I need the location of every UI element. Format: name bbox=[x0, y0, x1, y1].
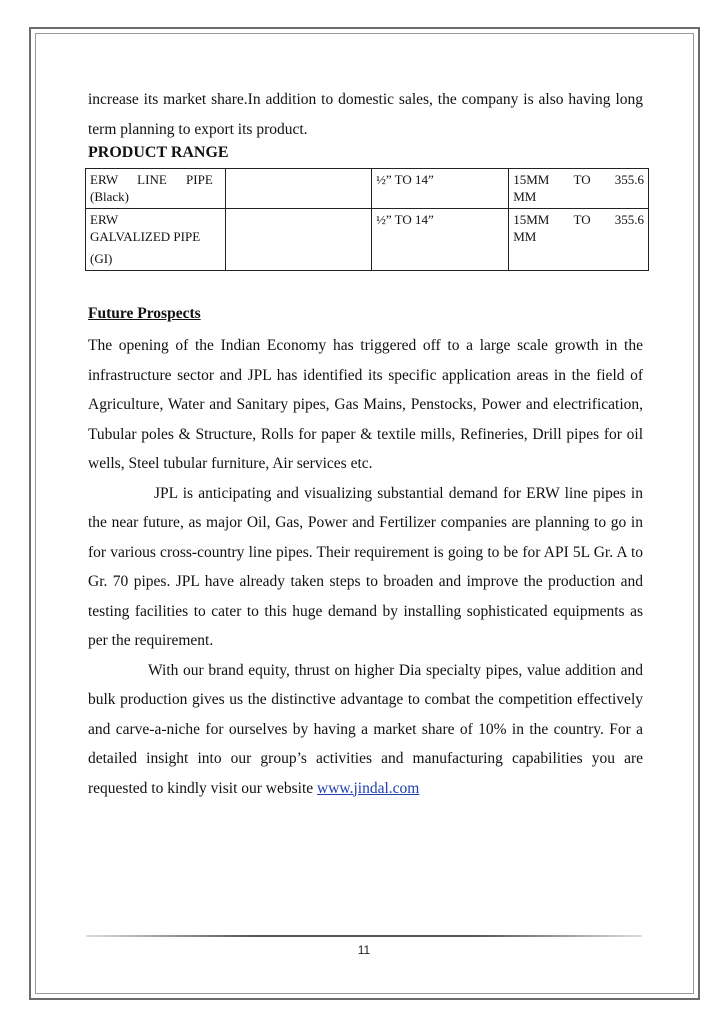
mm-unit: MM bbox=[513, 189, 537, 204]
page-number: 11 bbox=[357, 943, 371, 957]
product-range-heading: PRODUCT RANGE bbox=[88, 144, 229, 161]
size-cell: ½” TO 14” bbox=[372, 209, 509, 271]
product-name-cell bbox=[86, 169, 226, 209]
future-paragraph-2: JPL is anticipating and visualizing substantial demand for ERW line pipes in the near future, as major Oil, Gas, Power and Fertilizer companies are planning to go in for various cross-country line pipes. Their requirement is going to be for API 5L Gr. A to Gr. 70 pipes. JPL have already taken steps to broaden and improve the production and testing facilities to cater to this huge demand by installing sophisticated equipments as per the requirement. bbox=[88, 484, 643, 649]
product-name-line-1: ERW bbox=[90, 212, 119, 227]
mm-range-line bbox=[513, 171, 644, 188]
footer-divider bbox=[86, 935, 642, 937]
table-row bbox=[86, 169, 649, 209]
product-name-line-1: ERW LINE PIPE bbox=[90, 172, 213, 187]
mm-range-part: 15MM bbox=[513, 172, 550, 187]
product-range-table bbox=[85, 168, 649, 271]
future-paragraph-3-text: With our brand equity, thrust on higher Dia specialty pipes, value addition and bulk production gives us the distinctive advantage to combat the competition effectively and carve-a-niche for ourselves by having a market share of 10% in the country. For a detailed insight into our group’s activities and manufacturing capabilities you are requested to kindly visit our website bbox=[88, 661, 643, 797]
mm-cell bbox=[509, 169, 649, 209]
intro-paragraph: increase its market share.In addition to domestic sales, the company is also having long term planning to export its product. bbox=[88, 91, 643, 138]
product-name-cell bbox=[86, 209, 226, 271]
page-content bbox=[88, 85, 643, 803]
size-cell: ½” TO 14” bbox=[372, 169, 509, 209]
mm-cell bbox=[509, 209, 649, 271]
future-prospects-heading: Future Prospects bbox=[88, 305, 201, 322]
empty-cell bbox=[225, 169, 371, 209]
future-paragraph-3 bbox=[88, 656, 643, 804]
website-link[interactable]: www.jindal.com bbox=[317, 779, 420, 797]
mm-unit: MM bbox=[513, 229, 537, 244]
product-name-line-2: GALVALIZED PIPE bbox=[90, 229, 201, 244]
mm-range-part: TO bbox=[573, 172, 591, 187]
product-name-line-2: (Black) bbox=[90, 189, 129, 204]
mm-range-part: 355.6 bbox=[614, 172, 644, 187]
mm-range-part: 15MM bbox=[513, 212, 550, 227]
mm-range-part: TO bbox=[573, 212, 591, 227]
table-row bbox=[86, 209, 649, 271]
mm-range-part: 355.6 bbox=[614, 212, 644, 227]
future-paragraph-1: The opening of the Indian Economy has triggered off to a large scale growth in the infrastructure sector and JPL has identified its specific application areas in the field of Agriculture, Water and Sanitary pipes, Gas Mains, Penstocks, Power and electrification, Tubular poles & Structure, Rolls for paper & textile mills, Refineries, Drill pipes for oil wells, Steel tubular furniture, Air services etc. bbox=[88, 337, 643, 472]
empty-cell bbox=[225, 209, 371, 271]
product-name-line-3: (GI) bbox=[90, 251, 113, 266]
mm-range-line bbox=[513, 211, 644, 228]
